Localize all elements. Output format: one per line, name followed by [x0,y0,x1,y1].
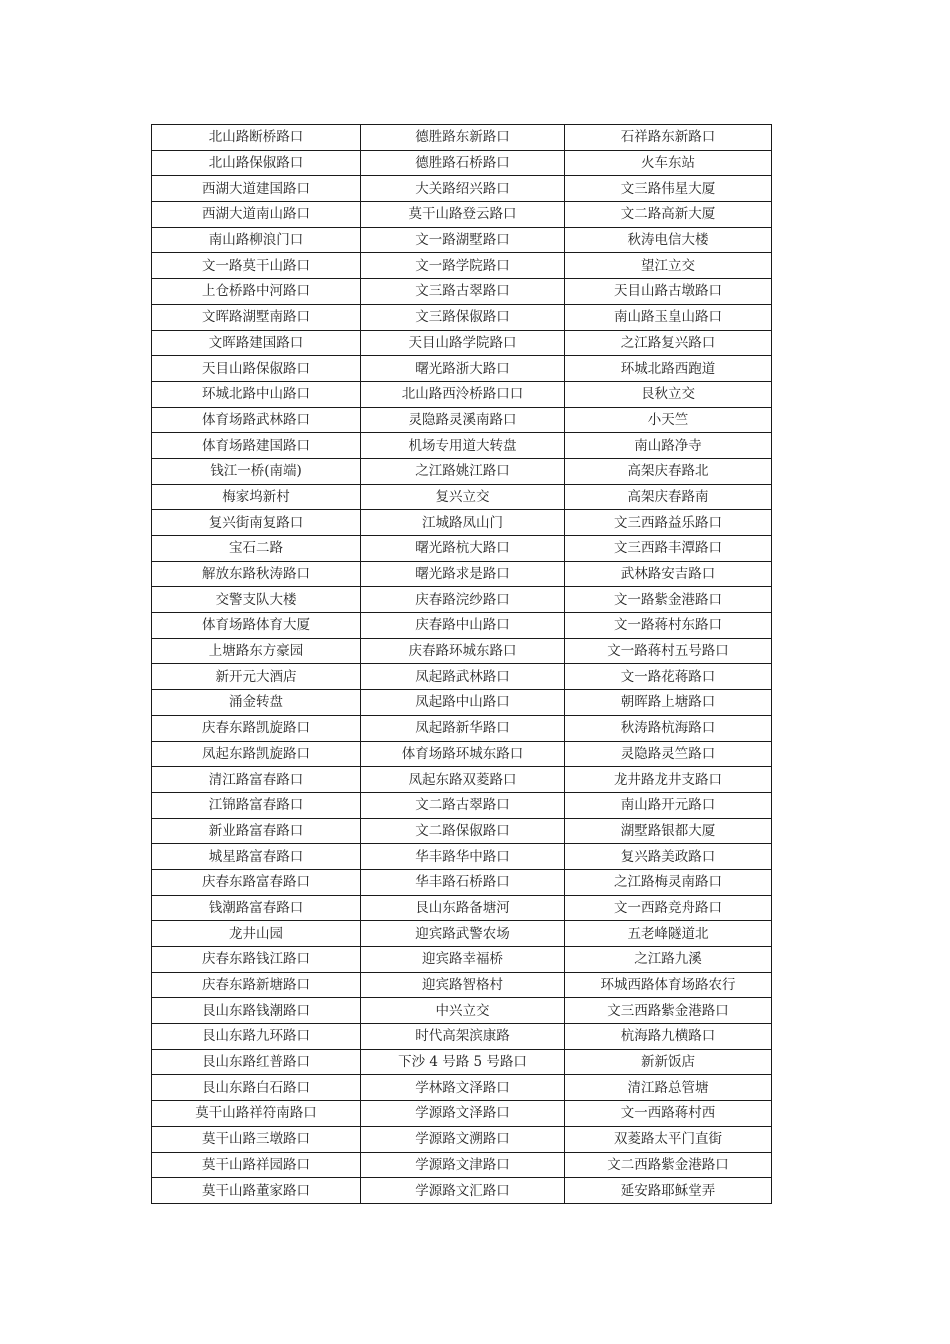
table-cell: 庆春路浣纱路口 [361,587,565,613]
table-cell: 凤起路武林路口 [361,664,565,690]
table-cell: 艮山东路红普路口 [152,1049,361,1075]
table-cell: 北山路断桥路口 [152,125,361,151]
table-cell: 上仓桥路中河路口 [152,279,361,305]
table-cell: 上塘路东方豪园 [152,638,361,664]
table-cell: 德胜路东新路口 [361,125,565,151]
table-cell: 之江路姚江路口 [361,458,565,484]
table-cell: 华丰路石桥路口 [361,869,565,895]
table-cell: 文一路花蒋路口 [565,664,772,690]
table-cell: 梅家坞新村 [152,484,361,510]
table-cell: 火车东站 [565,150,772,176]
table-cell: 复兴立交 [361,484,565,510]
table-cell: 灵隐路灵竺路口 [565,741,772,767]
table-cell: 龙井路龙井支路口 [565,767,772,793]
table-cell: 湖墅路银都大厦 [565,818,772,844]
table-row [152,125,772,151]
table-cell: 文晖路建国路口 [152,330,361,356]
table-cell: 西湖大道南山路口 [152,202,361,228]
table-cell: 曙光路求是路口 [361,561,565,587]
table-cell: 延安路耶稣堂弄 [565,1178,772,1204]
table-row [152,972,772,998]
table-cell: 庆春东路富春路口 [152,869,361,895]
location-table [151,124,772,1204]
table-cell: 文一路紫金港路口 [565,587,772,613]
table-cell: 西湖大道建国路口 [152,176,361,202]
table-cell: 天目山路古墩路口 [565,279,772,305]
table-cell: 迎宾路武警农场 [361,921,565,947]
table-cell: 环城北路中山路口 [152,381,361,407]
table-cell: 学源路文泽路口 [361,1101,565,1127]
table-row [152,202,772,228]
table-cell: 环城西路体育场路农行 [565,972,772,998]
table-cell: 凤起路中山路口 [361,690,565,716]
table-cell: 文晖路湖墅南路口 [152,304,361,330]
table-cell: 曙光路杭大路口 [361,536,565,562]
table-cell: 小天竺 [565,407,772,433]
table-cell: 高架庆春路南 [565,484,772,510]
table-cell: 德胜路石桥路口 [361,150,565,176]
table-row [152,381,772,407]
table-cell: 艮山东路备塘河 [361,895,565,921]
table-cell: 之江路梅灵南路口 [565,869,772,895]
table-row [152,741,772,767]
table-cell: 秋涛路杭海路口 [565,715,772,741]
table-cell: 庆春路中山路口 [361,613,565,639]
table-cell: 钱江一桥(南端) [152,458,361,484]
table-cell: 文二路高新大厦 [565,202,772,228]
table-cell: 北山路保俶路口 [152,150,361,176]
table-row [152,356,772,382]
table-cell: 文三西路丰潭路口 [565,536,772,562]
table-cell: 新业路富春路口 [152,818,361,844]
table-cell: 凤起路新华路口 [361,715,565,741]
table-cell: 时代高架滨康路 [361,1024,565,1050]
table-row [152,484,772,510]
table-cell: 天目山路保俶路口 [152,356,361,382]
table-row [152,587,772,613]
table-cell: 学林路文泽路口 [361,1075,565,1101]
table-cell: 体育场路体育大厦 [152,613,361,639]
table-row [152,1126,772,1152]
table-cell: 迎宾路幸福桥 [361,947,565,973]
table-row [152,869,772,895]
table-row [152,1075,772,1101]
table-row [152,510,772,536]
table-row [152,895,772,921]
table-cell: 之江路复兴路口 [565,330,772,356]
table-row [152,433,772,459]
table-row [152,536,772,562]
table-cell: 文一路蒋村东路口 [565,613,772,639]
table-row [152,227,772,253]
table-row [152,150,772,176]
table-cell: 体育场路建国路口 [152,433,361,459]
table-cell: 艮山东路白石路口 [152,1075,361,1101]
table-cell: 庆春东路钱江路口 [152,947,361,973]
table-row [152,664,772,690]
table-cell: 南山路净寺 [565,433,772,459]
table-row [152,638,772,664]
table-cell: 天目山路学院路口 [361,330,565,356]
table-row [152,921,772,947]
table-cell: 望江立交 [565,253,772,279]
table-cell: 凤起东路双菱路口 [361,767,565,793]
table-cell: 文一西路蒋村西 [565,1101,772,1127]
table-row [152,330,772,356]
table-cell: 文一路蒋村五号路口 [565,638,772,664]
table-row [152,1049,772,1075]
table-cell: 南山路开元路口 [565,792,772,818]
table-cell: 学源路文津路口 [361,1152,565,1178]
table-row [152,844,772,870]
table-cell: 文二路保俶路口 [361,818,565,844]
table-cell: 凤起东路凯旋路口 [152,741,361,767]
table-row [152,1101,772,1127]
table-cell: 清江路总管塘 [565,1075,772,1101]
table-row [152,792,772,818]
table-cell: 文一路湖墅路口 [361,227,565,253]
table-row [152,613,772,639]
table-cell: 莫干山路祥符南路口 [152,1101,361,1127]
table-row [152,407,772,433]
table-cell: 五老峰隧道北 [565,921,772,947]
table-cell: 莫干山路登云路口 [361,202,565,228]
table-cell: 秋涛电信大楼 [565,227,772,253]
table-row [152,818,772,844]
table-row [152,715,772,741]
table-cell: 文三西路紫金港路口 [565,998,772,1024]
table-cell: 涌金转盘 [152,690,361,716]
table-cell: 文三路古翠路口 [361,279,565,305]
table-cell: 复兴街南复路口 [152,510,361,536]
table-row [152,458,772,484]
table-cell: 文三西路益乐路口 [565,510,772,536]
table-cell: 龙井山园 [152,921,361,947]
table-cell: 迎宾路智格村 [361,972,565,998]
table-cell: 曙光路浙大路口 [361,356,565,382]
table-cell: 环城北路西跑道 [565,356,772,382]
table-cell: 武林路安吉路口 [565,561,772,587]
table-cell: 南山路玉皇山路口 [565,304,772,330]
table-cell: 莫干山路三墩路口 [152,1126,361,1152]
table-row [152,1178,772,1204]
table-row [152,767,772,793]
table-cell: 北山路西泠桥路口口 [361,381,565,407]
table-cell: 艮山东路九环路口 [152,1024,361,1050]
table-cell: 灵隐路灵溪南路口 [361,407,565,433]
table-cell: 朝晖路上塘路口 [565,690,772,716]
table-row [152,1152,772,1178]
table-cell: 文三路伟星大厦 [565,176,772,202]
table-row [152,253,772,279]
table-cell: 学源路文溯路口 [361,1126,565,1152]
table-cell: 艮秋立交 [565,381,772,407]
table-cell: 大关路绍兴路口 [361,176,565,202]
table-cell: 高架庆春路北 [565,458,772,484]
table-row [152,561,772,587]
table-row [152,690,772,716]
table-cell: 机场专用道大转盘 [361,433,565,459]
table-cell: 学源路文汇路口 [361,1178,565,1204]
table-cell: 中兴立交 [361,998,565,1024]
table-cell: 新开元大酒店 [152,664,361,690]
table-cell: 文一路莫干山路口 [152,253,361,279]
table-cell: 庆春东路凯旋路口 [152,715,361,741]
table-cell: 南山路柳浪门口 [152,227,361,253]
table-cell: 文二路古翠路口 [361,792,565,818]
table-cell: 城星路富春路口 [152,844,361,870]
table-cell: 石祥路东新路口 [565,125,772,151]
table-row [152,998,772,1024]
table-cell: 华丰路华中路口 [361,844,565,870]
table-cell: 艮山东路钱潮路口 [152,998,361,1024]
table-row [152,304,772,330]
table-body [152,125,772,1204]
table-cell: 双菱路太平门直街 [565,1126,772,1152]
table-cell: 新新饭店 [565,1049,772,1075]
table-row [152,1024,772,1050]
table-cell: 文二西路紫金港路口 [565,1152,772,1178]
table-cell: 杭海路九横路口 [565,1024,772,1050]
table-cell: 宝石二路 [152,536,361,562]
table-cell: 清江路富春路口 [152,767,361,793]
table-cell: 解放东路秋涛路口 [152,561,361,587]
table-cell: 莫干山路董家路口 [152,1178,361,1204]
table-cell: 体育场路武林路口 [152,407,361,433]
table-row [152,279,772,305]
table-cell: 钱潮路富春路口 [152,895,361,921]
table-cell: 江城路凤山门 [361,510,565,536]
table-row [152,947,772,973]
table-cell: 文一西路竞舟路口 [565,895,772,921]
table-cell: 下沙 4 号路 5 号路口 [361,1049,565,1075]
table-cell: 交警支队大楼 [152,587,361,613]
table-cell: 文一路学院路口 [361,253,565,279]
table-cell: 文三路保俶路口 [361,304,565,330]
table-row [152,176,772,202]
table-cell: 莫干山路祥园路口 [152,1152,361,1178]
table-cell: 之江路九溪 [565,947,772,973]
table-cell: 庆春东路新塘路口 [152,972,361,998]
table-cell: 体育场路环城东路口 [361,741,565,767]
table-cell: 复兴路美政路口 [565,844,772,870]
table-cell: 江锦路富春路口 [152,792,361,818]
table-cell: 庆春路环城东路口 [361,638,565,664]
